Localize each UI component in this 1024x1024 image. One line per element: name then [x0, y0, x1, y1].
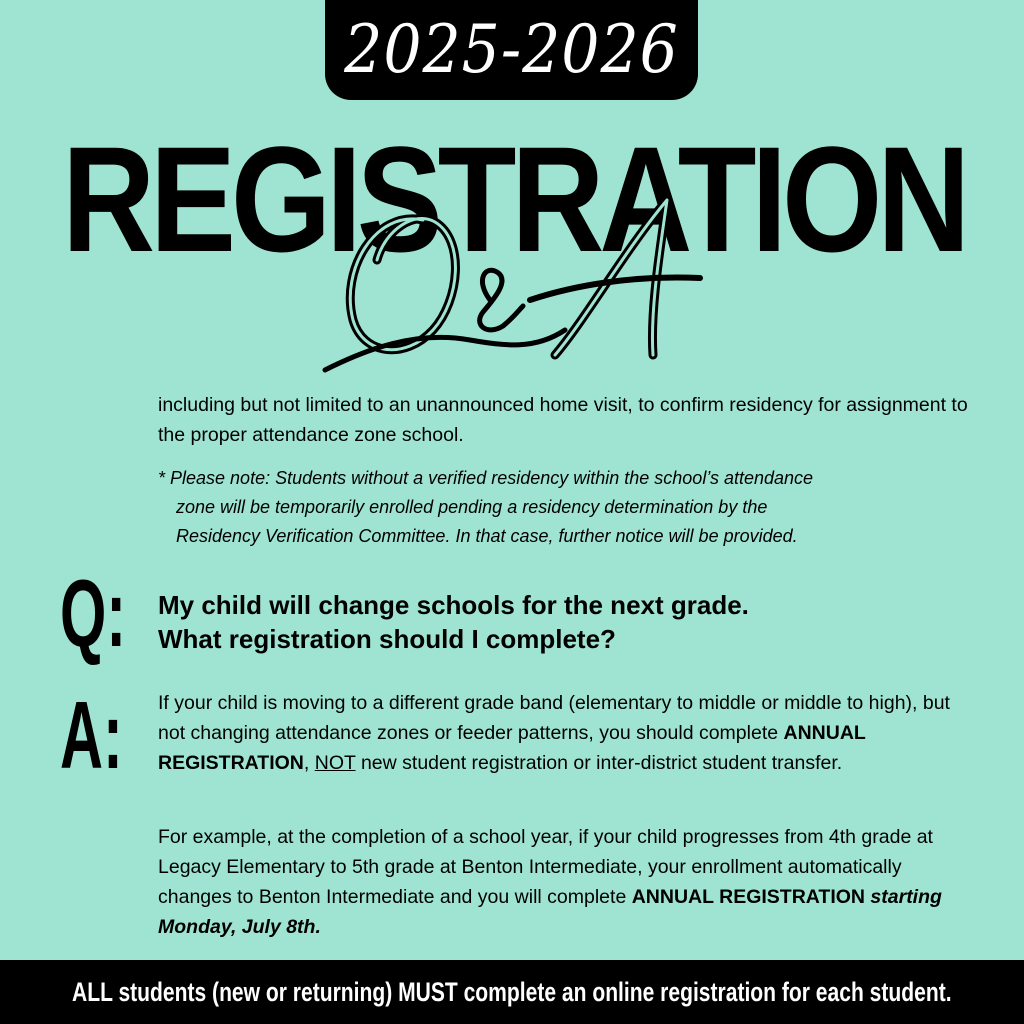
answer-2-bold: ANNUAL REGISTRATION	[631, 886, 865, 908]
intro-paragraph: including but not limited to an unannounced home visit, to confirm residency for assignment to the proper attendance zone school.	[158, 394, 968, 446]
question-line-1: My child will change schools for the next grade.	[158, 590, 749, 620]
page-title: REGISTRATION	[62, 115, 966, 283]
answer-marker: A:	[60, 682, 123, 789]
answer-1-comma: ,	[303, 752, 315, 774]
question-marker: Q:	[60, 560, 127, 667]
answer-2-text: For example, at the completion of a school year, if your child progresses from 4th grade at Legacy Elementary to 5th grade at Benton Intermediate, your enrollment automatically changes to Benton Intermediate and you will complete	[158, 826, 933, 908]
answer-2-date: starting Monday, July 8th.	[158, 886, 942, 938]
footer-text: ALL students (new or returning) MUST complete an online registration for each student.	[72, 976, 952, 1007]
note-line-1: * Please note: Students without a verified residency within the school’s attendance	[158, 468, 814, 488]
note-line-3: Residency Verification Committee. In that case, further notice will be provided.	[176, 526, 798, 546]
answer-paragraph-2	[158, 822, 968, 942]
year-label: 2025-2026	[344, 11, 679, 89]
qa-script-logo	[305, 180, 725, 390]
answer-1-not: NOT	[314, 752, 356, 774]
year-banner	[325, 0, 698, 100]
question-heading	[158, 588, 978, 656]
footer-banner	[0, 960, 1024, 1024]
residency-note	[158, 464, 958, 551]
answer-1-text: If your child is moving to a different grade band (elementary to middle or middle to high), but not changing attendance zones or feeder patterns, you should complete	[158, 692, 950, 744]
question-line-2: What registration should I complete?	[158, 624, 616, 654]
answer-1-bold: ANNUAL REGISTRATION	[158, 722, 866, 774]
answer-paragraph-1	[158, 688, 968, 778]
note-line-2: zone will be temporarily enrolled pending a residency determination by the	[176, 497, 768, 517]
answer-1-rest: new student registration or inter-district student transfer.	[355, 752, 843, 774]
